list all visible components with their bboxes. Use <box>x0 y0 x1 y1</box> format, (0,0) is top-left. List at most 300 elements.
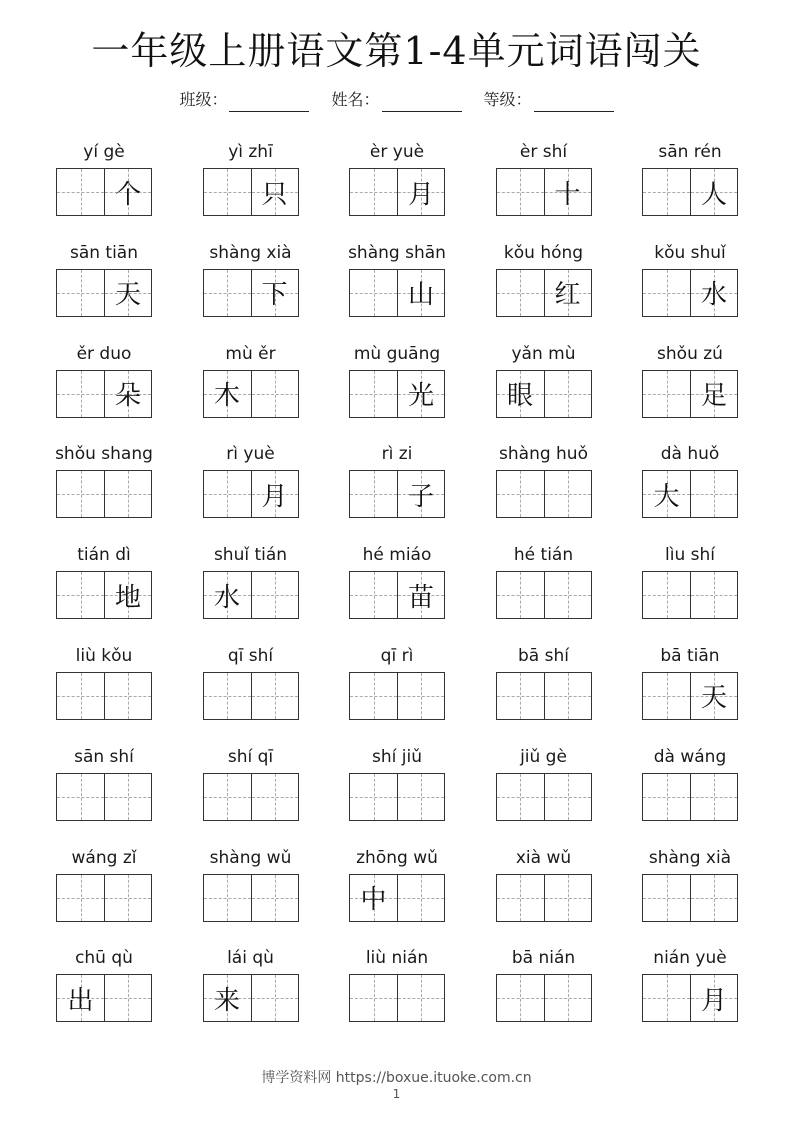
hanzi-char <box>497 471 544 517</box>
pinyin-label: bā tiān <box>660 645 720 666</box>
writing-box-left[interactable] <box>643 471 690 517</box>
word-cell <box>52 541 156 642</box>
hanzi-char <box>105 975 151 1021</box>
writing-box-left[interactable] <box>643 572 690 618</box>
word-cell <box>52 743 156 844</box>
writing-box-left[interactable] <box>497 169 544 215</box>
hanzi-char: 月 <box>407 179 434 210</box>
writing-box-left[interactable] <box>643 270 690 316</box>
tian-zi-ge-pair <box>349 470 445 518</box>
writing-box-right[interactable] <box>690 673 737 719</box>
hanzi-char: 来 <box>213 985 240 1016</box>
hanzi-char <box>643 975 690 1021</box>
pinyin-label: èr shí <box>519 142 568 162</box>
word-cell <box>345 642 449 743</box>
hanzi-char: 下 <box>261 280 288 311</box>
pinyin-label: shí qī <box>227 746 274 767</box>
hanzi-char: 天 <box>700 683 727 714</box>
name-label: 姓名： <box>331 90 380 109</box>
pinyin-label: kǒu shuǐ <box>654 242 726 263</box>
tian-zi-ge-pair <box>642 974 738 1022</box>
word-cell <box>199 440 303 541</box>
pinyin-label: liù nián <box>365 948 429 969</box>
hanzi-char <box>398 673 444 719</box>
tian-zi-ge-pair <box>496 874 592 922</box>
hanzi-char: 木 <box>213 381 240 412</box>
writing-box-left[interactable] <box>643 975 690 1021</box>
writing-box-right[interactable] <box>104 471 151 517</box>
writing-box-right[interactable] <box>104 673 151 719</box>
writing-box-left[interactable] <box>643 371 690 417</box>
hanzi-char <box>204 774 251 820</box>
hanzi-char: 十 <box>554 179 581 210</box>
writing-box-right[interactable] <box>690 975 737 1021</box>
writing-box-right[interactable] <box>544 673 591 719</box>
hanzi-char: 月 <box>261 481 288 512</box>
word-cell <box>492 440 596 541</box>
writing-box-right[interactable] <box>397 572 444 618</box>
tian-zi-ge-pair <box>496 773 592 821</box>
hanzi-char <box>643 270 690 316</box>
writing-box-left[interactable] <box>204 572 251 618</box>
tian-zi-ge-pair <box>203 269 299 317</box>
writing-box-left[interactable] <box>350 975 397 1021</box>
word-cell <box>638 642 742 743</box>
pinyin-label: yí gè <box>83 142 125 162</box>
hanzi-char <box>497 774 544 820</box>
hanzi-char <box>57 875 104 921</box>
hanzi-char: 水 <box>700 280 727 311</box>
writing-box-right[interactable] <box>397 270 444 316</box>
pinyin-label: sān tiān <box>69 242 139 263</box>
tian-zi-ge-pair <box>203 168 299 216</box>
writing-box-right[interactable] <box>251 673 298 719</box>
hanzi-char <box>252 673 298 719</box>
writing-box-right[interactable] <box>251 774 298 820</box>
hanzi-char <box>350 169 397 215</box>
pinyin-label: shǒu shang <box>55 444 153 465</box>
pinyin-label: hé miáo <box>362 545 432 566</box>
word-cell <box>199 239 303 340</box>
writing-box-left[interactable] <box>643 673 690 719</box>
hanzi-char <box>497 975 544 1021</box>
hanzi-char <box>57 572 104 618</box>
tian-zi-ge-pair <box>203 672 299 720</box>
pinyin-label: lìu shí <box>665 545 715 566</box>
writing-box-left[interactable] <box>643 774 690 820</box>
writing-box-left[interactable] <box>497 371 544 417</box>
hanzi-char <box>350 774 397 820</box>
writing-box-left[interactable] <box>350 572 397 618</box>
hanzi-char <box>350 371 397 417</box>
hanzi-char <box>497 673 544 719</box>
tian-zi-ge-pair <box>203 370 299 418</box>
tian-zi-ge-pair <box>56 370 152 418</box>
tian-zi-ge-pair <box>203 874 299 922</box>
pinyin-label: bā shí <box>518 645 569 666</box>
class-label: 班级： <box>179 90 228 109</box>
pinyin-label: shàng xià <box>209 242 292 263</box>
writing-box-right[interactable] <box>397 673 444 719</box>
writing-box-right[interactable] <box>104 371 151 417</box>
writing-box-left[interactable] <box>350 875 397 921</box>
hanzi-char <box>57 169 104 215</box>
word-cell <box>52 239 156 340</box>
hanzi-char: 子 <box>407 481 434 512</box>
writing-box-left[interactable] <box>497 975 544 1021</box>
word-cell <box>492 844 596 945</box>
word-cell <box>638 743 742 844</box>
hanzi-char <box>105 875 151 921</box>
writing-box-left[interactable] <box>350 673 397 719</box>
writing-box-right[interactable] <box>544 975 591 1021</box>
tian-zi-ge-pair <box>642 773 738 821</box>
grade-blank[interactable] <box>534 93 614 112</box>
writing-box-right[interactable] <box>397 371 444 417</box>
word-cell <box>345 541 449 642</box>
writing-box-right[interactable] <box>104 875 151 921</box>
page-number: 1 <box>392 1087 401 1101</box>
writing-box-right[interactable] <box>251 471 298 517</box>
word-cell <box>492 944 596 1045</box>
footer-source: 博学资料网 https://boxue.ituoke.com.cn <box>261 1070 532 1086</box>
writing-box-left[interactable] <box>350 774 397 820</box>
writing-box-left[interactable] <box>497 875 544 921</box>
hanzi-char <box>691 471 737 517</box>
hanzi-char <box>252 975 298 1021</box>
pinyin-label: dà huǒ <box>660 444 720 465</box>
hanzi-char <box>643 673 690 719</box>
writing-box-right[interactable] <box>544 371 591 417</box>
hanzi-char <box>57 774 104 820</box>
writing-box-left[interactable] <box>204 169 251 215</box>
hanzi-char: 苗 <box>407 582 434 613</box>
writing-box-right[interactable] <box>544 169 591 215</box>
word-cell <box>638 944 742 1045</box>
hanzi-char <box>57 371 104 417</box>
tian-zi-ge-pair <box>642 269 738 317</box>
pinyin-label: sān rén <box>658 142 722 162</box>
hanzi-char <box>204 270 251 316</box>
word-cell <box>492 138 596 239</box>
pinyin-label: xià wǔ <box>515 847 572 868</box>
writing-box-right[interactable] <box>251 169 298 215</box>
tian-zi-ge-pair <box>203 773 299 821</box>
pinyin-label: ěr duo <box>76 343 132 364</box>
word-cell <box>199 944 303 1045</box>
writing-box-right[interactable] <box>544 572 591 618</box>
hanzi-char <box>643 774 690 820</box>
tian-zi-ge-pair <box>203 974 299 1022</box>
tian-zi-ge-pair <box>496 269 592 317</box>
writing-box-left[interactable] <box>350 471 397 517</box>
word-cell <box>638 541 742 642</box>
word-cell <box>345 844 449 945</box>
writing-box-right[interactable] <box>690 471 737 517</box>
word-grid <box>52 138 742 1045</box>
word-cell <box>492 642 596 743</box>
hanzi-char <box>691 774 737 820</box>
pinyin-label: nián yuè <box>653 948 727 969</box>
hanzi-char: 天 <box>114 280 141 311</box>
tian-zi-ge-pair <box>496 974 592 1022</box>
tian-zi-ge-pair <box>56 874 152 922</box>
writing-box-left[interactable] <box>497 270 544 316</box>
tian-zi-ge-pair <box>496 370 592 418</box>
pinyin-label: mù ěr <box>225 343 276 364</box>
pinyin-label: shàng xià <box>648 847 732 868</box>
student-info-row <box>0 88 793 112</box>
hanzi-char <box>57 471 104 517</box>
writing-box-left[interactable] <box>350 270 397 316</box>
writing-box-right[interactable] <box>397 471 444 517</box>
tian-zi-ge-pair <box>642 168 738 216</box>
word-cell <box>638 239 742 340</box>
hanzi-char: 中 <box>360 885 387 916</box>
pinyin-label: jiǔ gè <box>520 746 567 767</box>
writing-box-right[interactable] <box>104 169 151 215</box>
tian-zi-ge-pair <box>642 470 738 518</box>
name-blank[interactable] <box>382 93 462 112</box>
writing-box-right[interactable] <box>690 774 737 820</box>
hanzi-char <box>57 673 104 719</box>
hanzi-char: 个 <box>114 179 141 210</box>
tian-zi-ge-pair <box>56 974 152 1022</box>
hanzi-char <box>398 774 444 820</box>
writing-box-right[interactable] <box>397 975 444 1021</box>
writing-box-right[interactable] <box>104 774 151 820</box>
hanzi-char <box>398 975 444 1021</box>
word-cell <box>52 944 156 1045</box>
writing-box-right[interactable] <box>690 270 737 316</box>
pinyin-label: shàng huǒ <box>499 444 588 465</box>
writing-box-right[interactable] <box>544 774 591 820</box>
hanzi-char: 只 <box>261 179 288 210</box>
writing-box-left[interactable] <box>204 975 251 1021</box>
writing-box-left[interactable] <box>497 572 544 618</box>
hanzi-char <box>105 471 151 517</box>
hanzi-char: 光 <box>407 381 434 412</box>
pinyin-label: dà wáng <box>653 746 727 767</box>
word-cell <box>52 642 156 743</box>
word-cell <box>199 743 303 844</box>
hanzi-char <box>252 371 298 417</box>
hanzi-char <box>350 270 397 316</box>
pinyin-label: zhōng wǔ <box>356 847 438 868</box>
hanzi-char <box>545 975 591 1021</box>
word-cell <box>52 844 156 945</box>
tian-zi-ge-pair <box>496 672 592 720</box>
word-cell <box>199 642 303 743</box>
tian-zi-ge-pair <box>349 874 445 922</box>
hanzi-char <box>204 169 251 215</box>
tian-zi-ge-pair <box>56 470 152 518</box>
hanzi-char <box>497 169 544 215</box>
hanzi-char <box>105 774 151 820</box>
writing-box-left[interactable] <box>57 572 104 618</box>
hanzi-char <box>204 875 251 921</box>
hanzi-char <box>204 471 251 517</box>
tian-zi-ge-pair <box>496 571 592 619</box>
writing-box-left[interactable] <box>57 975 104 1021</box>
writing-box-left[interactable] <box>204 471 251 517</box>
pinyin-label: shí jiǔ <box>372 746 422 767</box>
tian-zi-ge-pair <box>349 672 445 720</box>
pinyin-label: shǒu zú <box>657 343 723 364</box>
writing-box-right[interactable] <box>251 572 298 618</box>
writing-box-right[interactable] <box>397 774 444 820</box>
tian-zi-ge-pair <box>203 470 299 518</box>
writing-box-left[interactable] <box>57 875 104 921</box>
word-cell <box>638 138 742 239</box>
hanzi-char <box>350 673 397 719</box>
pinyin-label: shàng wǔ <box>209 847 292 868</box>
tian-zi-ge-pair <box>642 370 738 418</box>
hanzi-char <box>643 572 690 618</box>
hanzi-char <box>497 270 544 316</box>
pinyin-label: èr yuè <box>369 142 425 162</box>
writing-box-left[interactable] <box>643 169 690 215</box>
pinyin-label: lái qù <box>227 948 274 969</box>
writing-box-left[interactable] <box>204 371 251 417</box>
word-cell <box>199 340 303 441</box>
class-blank[interactable] <box>229 93 309 112</box>
hanzi-char: 月 <box>700 985 727 1016</box>
writing-box-right[interactable] <box>544 471 591 517</box>
writing-box-right[interactable] <box>690 371 737 417</box>
pinyin-label: rì zi <box>381 444 413 465</box>
tian-zi-ge-pair <box>349 370 445 418</box>
writing-box-left[interactable] <box>497 673 544 719</box>
tian-zi-ge-pair <box>349 773 445 821</box>
hanzi-char <box>691 875 737 921</box>
word-cell <box>638 340 742 441</box>
hanzi-char: 眼 <box>506 381 533 412</box>
hanzi-char <box>105 673 151 719</box>
hanzi-char: 水 <box>213 582 240 613</box>
hanzi-char: 出 <box>67 985 94 1016</box>
writing-box-right[interactable] <box>251 975 298 1021</box>
writing-box-right[interactable] <box>690 572 737 618</box>
writing-box-right[interactable] <box>690 875 737 921</box>
pinyin-label: bā nián <box>511 948 576 969</box>
class-field <box>179 88 309 112</box>
pinyin-label: qī rì <box>380 645 414 666</box>
word-cell <box>199 541 303 642</box>
hanzi-char <box>497 875 544 921</box>
hanzi-char <box>691 572 737 618</box>
tian-zi-ge-pair <box>642 874 738 922</box>
writing-box-right[interactable] <box>251 270 298 316</box>
writing-box-right[interactable] <box>104 270 151 316</box>
hanzi-char <box>643 875 690 921</box>
word-cell <box>345 440 449 541</box>
writing-box-right[interactable] <box>104 572 151 618</box>
tian-zi-ge-pair <box>349 974 445 1022</box>
word-cell <box>199 138 303 239</box>
hanzi-char <box>204 673 251 719</box>
writing-box-right[interactable] <box>690 169 737 215</box>
pinyin-label: mù guāng <box>353 343 441 364</box>
tian-zi-ge-pair <box>496 470 592 518</box>
word-cell <box>638 844 742 945</box>
hanzi-char <box>545 673 591 719</box>
hanzi-char <box>252 572 298 618</box>
pinyin-label: hé tián <box>513 545 574 566</box>
writing-box-left[interactable] <box>204 774 251 820</box>
word-cell <box>345 138 449 239</box>
pinyin-label: yì zhī <box>228 142 273 162</box>
hanzi-char <box>643 371 690 417</box>
hanzi-char: 朵 <box>114 381 141 412</box>
tian-zi-ge-pair <box>56 571 152 619</box>
writing-box-left[interactable] <box>57 673 104 719</box>
hanzi-char <box>545 371 591 417</box>
writing-box-left[interactable] <box>497 471 544 517</box>
tian-zi-ge-pair <box>349 168 445 216</box>
hanzi-char <box>252 875 298 921</box>
writing-box-left[interactable] <box>57 471 104 517</box>
writing-box-right[interactable] <box>397 875 444 921</box>
writing-box-left[interactable] <box>350 371 397 417</box>
writing-box-right[interactable] <box>397 169 444 215</box>
writing-box-left[interactable] <box>204 673 251 719</box>
pinyin-label: qī shí <box>227 645 274 666</box>
tian-zi-ge-pair <box>642 672 738 720</box>
writing-box-left[interactable] <box>57 169 104 215</box>
pinyin-label: sān shí <box>74 746 134 767</box>
writing-box-right[interactable] <box>104 975 151 1021</box>
hanzi-char: 山 <box>407 280 434 311</box>
tian-zi-ge-pair <box>56 168 152 216</box>
pinyin-label: wáng zǐ <box>71 847 137 868</box>
writing-box-left[interactable] <box>643 875 690 921</box>
writing-box-left[interactable] <box>497 774 544 820</box>
hanzi-char: 人 <box>700 179 727 210</box>
hanzi-char <box>350 572 397 618</box>
tian-zi-ge-pair <box>349 571 445 619</box>
hanzi-char: 地 <box>114 582 141 613</box>
writing-box-right[interactable] <box>544 875 591 921</box>
hanzi-char: 红 <box>554 280 581 311</box>
writing-box-left[interactable] <box>350 169 397 215</box>
writing-box-right[interactable] <box>251 371 298 417</box>
hanzi-char <box>545 572 591 618</box>
pinyin-label: rì yuè <box>226 444 275 465</box>
writing-box-right[interactable] <box>544 270 591 316</box>
word-cell <box>52 340 156 441</box>
hanzi-char <box>497 572 544 618</box>
grade-field <box>484 88 614 112</box>
tian-zi-ge-pair <box>203 571 299 619</box>
word-cell <box>492 541 596 642</box>
hanzi-char <box>350 975 397 1021</box>
writing-box-left[interactable] <box>57 270 104 316</box>
writing-box-left[interactable] <box>57 774 104 820</box>
writing-box-right[interactable] <box>251 875 298 921</box>
tian-zi-ge-pair <box>349 269 445 317</box>
writing-box-left[interactable] <box>57 371 104 417</box>
writing-box-left[interactable] <box>204 875 251 921</box>
writing-box-left[interactable] <box>204 270 251 316</box>
pinyin-label: liù kǒu <box>75 645 133 666</box>
word-cell <box>345 340 449 441</box>
pinyin-label: yǎn mù <box>511 343 576 364</box>
name-field <box>331 88 461 112</box>
tian-zi-ge-pair <box>642 571 738 619</box>
pinyin-label: tián dì <box>77 545 131 566</box>
tian-zi-ge-pair <box>496 168 592 216</box>
